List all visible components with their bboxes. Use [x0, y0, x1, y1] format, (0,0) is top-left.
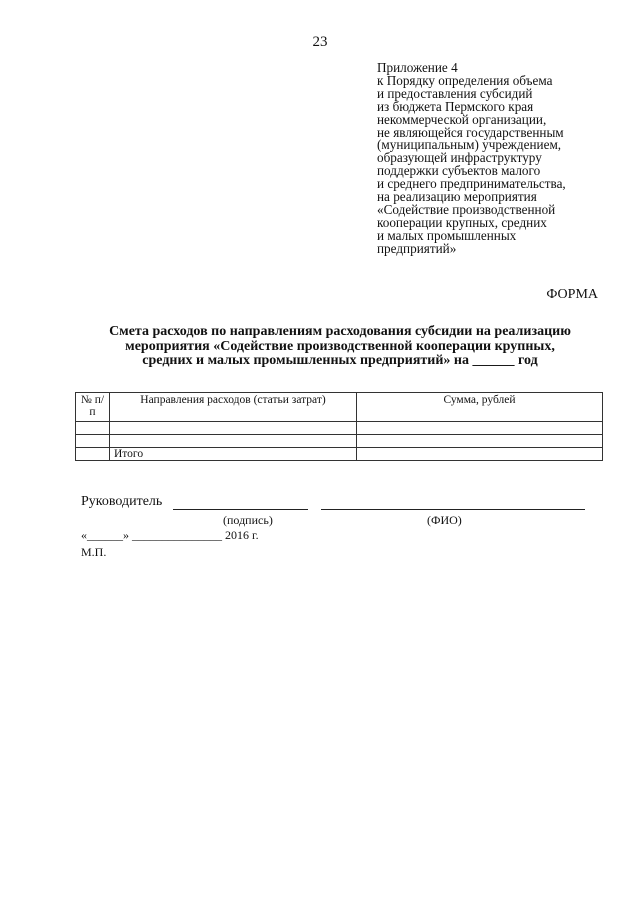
header-number: № п/п: [76, 393, 110, 422]
signature-line[interactable]: [173, 509, 308, 510]
header-direction: Направления расходов (статьи затрат): [110, 393, 357, 422]
table-header-row: [76, 393, 603, 422]
cell-amount[interactable]: [357, 435, 603, 448]
appendix-line: «Содействие производственной: [377, 201, 556, 217]
head-label: Руководитель: [81, 494, 163, 509]
appendix-line: кооперации крупных, средних: [377, 214, 547, 230]
stamp-label: М.П.: [81, 545, 107, 559]
cell-direction[interactable]: [110, 435, 357, 448]
appendix-line: на реализацию мероприятия: [377, 189, 537, 205]
appendix-line: предприятий»: [377, 240, 457, 256]
total-amount[interactable]: [357, 448, 603, 461]
table-row: [76, 435, 603, 448]
appendix-line: (муниципальным) учреждением,: [377, 137, 562, 153]
appendix-block: [377, 62, 617, 256]
header-amount: Сумма, рублей: [357, 393, 603, 422]
name-line[interactable]: [321, 509, 585, 510]
form-label: ФОРМА: [546, 287, 598, 302]
expense-table: [75, 392, 603, 461]
appendix-line: и предоставления субсидий: [377, 85, 533, 101]
appendix-line: Приложение 4: [377, 60, 458, 75]
date-line: «______» _______________ 2016 г.: [81, 528, 259, 542]
cell-direction[interactable]: [110, 422, 357, 435]
appendix-line: и среднего предпринимательства,: [377, 176, 566, 192]
appendix-line: поддержки субъектов малого: [377, 163, 541, 179]
appendix-line: и малых промышленных: [377, 227, 517, 243]
appendix-line: к Порядку определения объема: [377, 72, 553, 88]
title-line: Смета расходов по направлениям расходования субсидии на реализацию: [109, 324, 571, 339]
document-title: [70, 325, 610, 369]
cell-amount[interactable]: [357, 422, 603, 435]
name-caption: (ФИО): [427, 513, 462, 527]
cell-number: [76, 448, 110, 461]
appendix-line: некоммерческой организации,: [377, 111, 547, 127]
table-row: [76, 422, 603, 435]
appendix-line: не являющейся государственным: [377, 124, 564, 140]
cell-number[interactable]: [76, 422, 110, 435]
appendix-line: образующей инфраструктуру: [377, 150, 542, 166]
appendix-line: из бюджета Пермского края: [377, 98, 534, 114]
cell-number[interactable]: [76, 435, 110, 448]
signature-caption: (подпись): [223, 513, 273, 527]
title-line: мероприятия «Содействие производственной кооперации крупных,: [125, 338, 555, 354]
page-number: 23: [312, 34, 328, 50]
table-total-row: [76, 448, 603, 461]
title-line: средних и малых промышленных предприятий» на ______ год: [142, 353, 538, 368]
total-label: Итого: [110, 448, 357, 461]
